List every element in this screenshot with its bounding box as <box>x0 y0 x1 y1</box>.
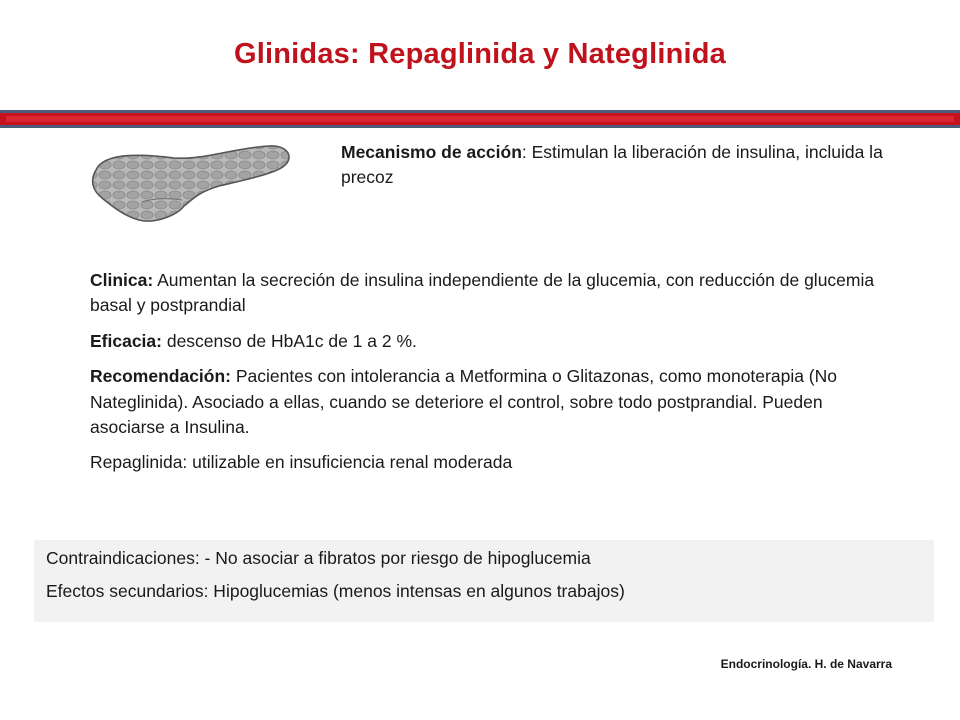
clinical-details <box>90 268 890 486</box>
title-divider-bar <box>0 110 960 128</box>
recommendation-text: Pacientes con intolerancia a Metformina o Glitazonas, como monoterapia (No Nateglinida). Asociado a ellas, cuando se deteriore el control, sobre todo postprandial. Pueden asociarse a Insulina. <box>90 366 837 437</box>
contraindications-box <box>34 540 934 622</box>
side-effects-line: Efectos secundarios: Hipoglucemias (menos intensas en algunos trabajos) <box>46 581 625 602</box>
clinical-paragraph <box>90 268 890 319</box>
repaglinide-note: Repaglinida: utilizable en insuficiencia renal moderada <box>90 452 513 473</box>
efficacy-text: descenso de HbA1c de 1 a 2 %. <box>161 330 417 351</box>
clinical-text: Aumentan la secreción de insulina independiente de la glucemia, con reducción de glucemia basal y postprandial <box>90 270 875 316</box>
clinical-label: Clinica: <box>90 270 154 290</box>
efficacy-paragraph <box>90 329 890 354</box>
slide-title: Glinidas: Repaglinida y Nateglinida <box>233 38 727 70</box>
mechanism-text: : Estimulan la liberación de insulina, incluida la precoz <box>341 142 883 188</box>
pancreas-icon <box>84 140 299 230</box>
contraindications-line: Contraindicaciones: - No asociar a fibratos por riesgo de hipoglucemia <box>46 548 591 568</box>
efficacy-label: Eficacia: <box>90 330 162 351</box>
footer-credit: Endocrinología. H. de Navarra <box>720 657 892 671</box>
mechanism-label: Mecanismo de acción <box>341 142 522 162</box>
mechanism-paragraph <box>341 140 921 191</box>
recommendation-paragraph <box>90 364 890 440</box>
recommendation-label: Recomendación: <box>90 366 231 387</box>
